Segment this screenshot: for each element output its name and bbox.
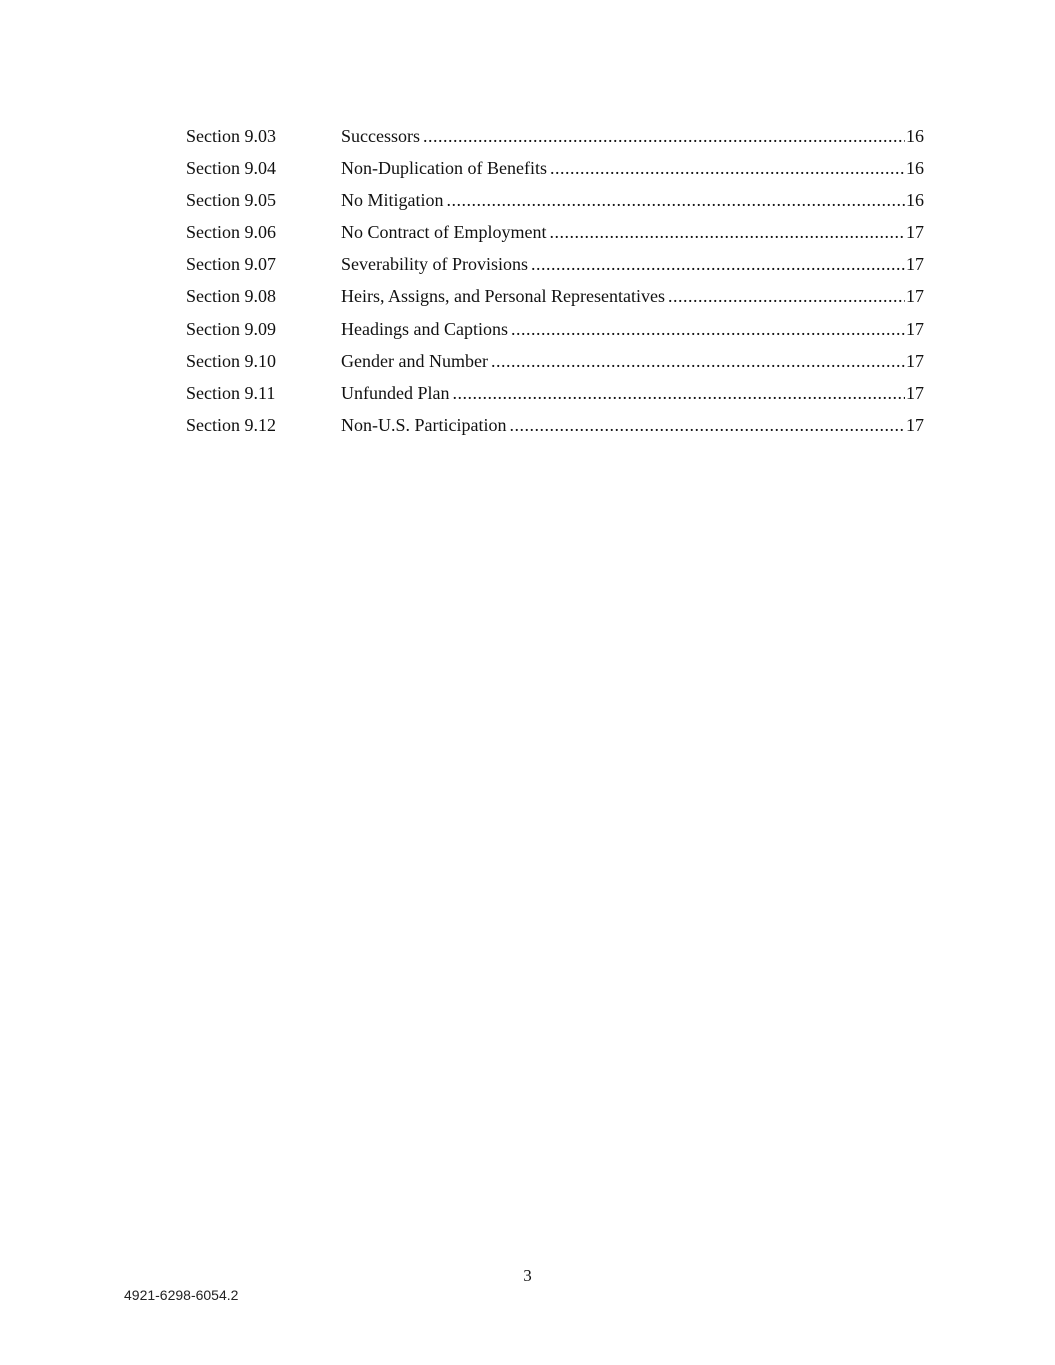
dot-leader [511, 315, 905, 343]
toc-entry [186, 379, 924, 411]
section-title-line [341, 411, 906, 439]
section-title: Successors [341, 126, 420, 146]
section-title-line [341, 315, 906, 343]
dot-leader [549, 218, 905, 246]
toc-entry [186, 218, 924, 250]
section-title: Severability of Provisions [341, 254, 528, 275]
section-title: Unfunded Plan [341, 382, 450, 403]
page-reference: 17 [906, 318, 924, 339]
page-number: 3 [523, 1266, 532, 1285]
page-reference: 17 [906, 414, 924, 435]
page-reference: 16 [906, 126, 924, 146]
page-reference: 16 [906, 190, 924, 211]
section-title-line [341, 122, 906, 150]
table-of-contents [186, 122, 924, 443]
section-title-line [341, 218, 906, 246]
section-number: Section 9.03 [186, 126, 276, 146]
section-title: No Mitigation [341, 190, 444, 211]
section-number: Section 9.05 [186, 190, 276, 211]
dot-leader [423, 122, 905, 150]
section-title: Non-U.S. Participation [341, 414, 507, 435]
toc-entry [186, 282, 924, 314]
dot-leader [531, 250, 905, 278]
section-title-line [341, 154, 906, 182]
document-id: 4921-6298-6054.2 [124, 1287, 239, 1303]
dot-leader [452, 379, 905, 407]
section-number: Section 9.08 [186, 286, 276, 307]
section-number: Section 9.09 [186, 318, 276, 339]
section-number: Section 9.10 [186, 350, 276, 371]
toc-entry [186, 411, 924, 443]
toc-entry [186, 315, 924, 347]
section-number: Section 9.11 [186, 382, 276, 403]
page-reference: 17 [906, 382, 924, 403]
section-number: Section 9.12 [186, 414, 276, 435]
toc-entry [186, 347, 924, 379]
page-reference: 16 [906, 158, 924, 179]
toc-entry [186, 154, 924, 186]
section-title: Heirs, Assigns, and Personal Representatives [341, 286, 665, 307]
section-title-line [341, 379, 906, 407]
section-title-line [341, 250, 906, 278]
page-reference: 17 [906, 350, 924, 371]
page-reference: 17 [906, 254, 924, 275]
page-reference: 17 [906, 222, 924, 243]
toc-entry [186, 250, 924, 282]
section-title: No Contract of Employment [341, 222, 547, 243]
dot-leader [668, 282, 905, 310]
page-reference: 17 [906, 286, 924, 307]
section-number: Section 9.04 [186, 158, 276, 179]
section-title: Gender and Number [341, 350, 488, 371]
section-title: Non-Duplication of Benefits [341, 158, 547, 179]
section-title-line [341, 347, 906, 375]
toc-entry [186, 122, 924, 154]
dot-leader [509, 411, 905, 439]
section-title-line [341, 282, 906, 310]
section-title-line [341, 186, 906, 214]
toc-entry [186, 186, 924, 218]
section-number: Section 9.06 [186, 222, 276, 243]
dot-leader [550, 154, 905, 182]
dot-leader [447, 186, 906, 214]
section-title: Headings and Captions [341, 318, 508, 339]
dot-leader [491, 347, 905, 375]
section-number: Section 9.07 [186, 254, 276, 275]
